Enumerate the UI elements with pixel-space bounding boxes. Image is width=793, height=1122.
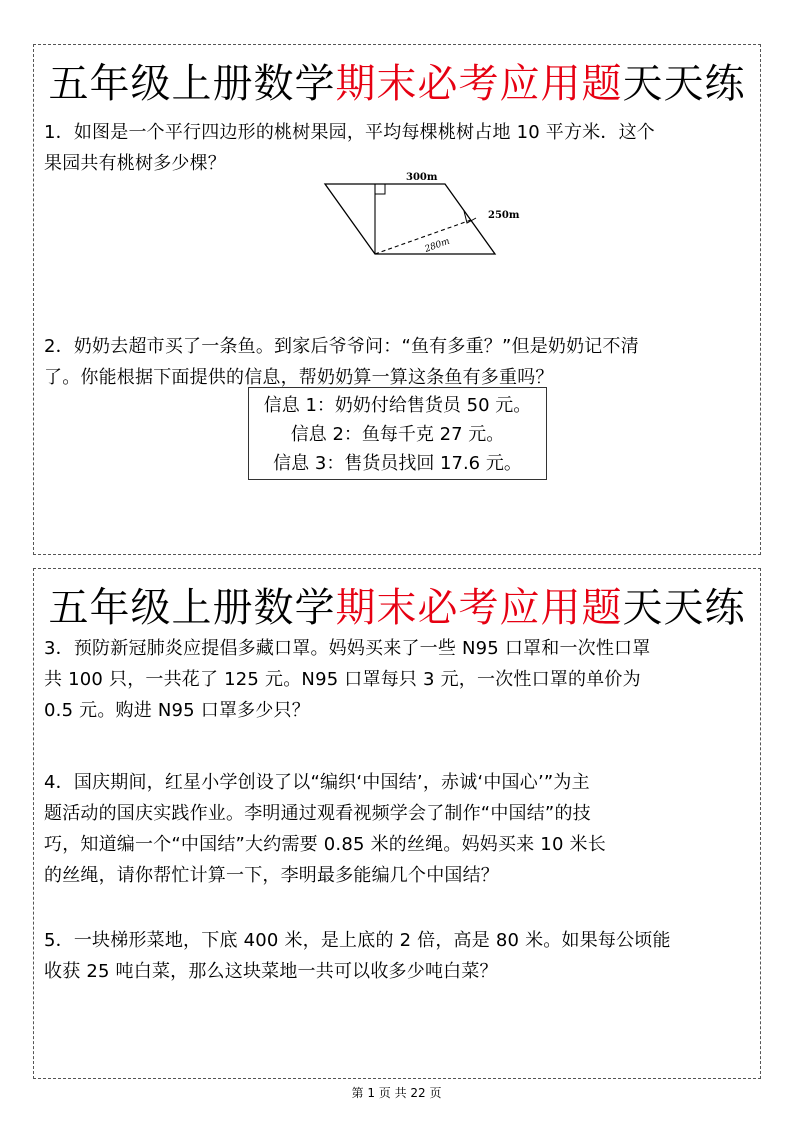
label-top: 300m xyxy=(406,172,438,183)
info-line: 信息 3：售货员找回 17.6 元。 xyxy=(273,453,522,474)
question-1: 1．如图是一个平行四边形的桃树果园，平均每棵桃树占地 10 平方米．这个 果园共有桃树多少棵？ xyxy=(44,122,655,174)
page-footer: 第 1 页 共 22 页 xyxy=(351,1086,442,1100)
parallelogram-figure xyxy=(314,170,520,260)
diagonal-height-line xyxy=(375,220,471,254)
worksheet-title: 五年级上册数学期末必考应用题天天练 xyxy=(48,61,746,107)
info-line: 信息 2：鱼每千克 27 元。 xyxy=(290,424,505,445)
info-line: 信息 1：奶奶付给售货员 50 元。 xyxy=(263,395,532,416)
title-highlight: 期末必考应用题 xyxy=(335,585,623,631)
info-box xyxy=(248,387,547,480)
question-5: 5．一块梯形菜地，下底 400 米，是上底的 2 倍，高是 80 米。如果每公顷能 收获 25 吨白菜，那么这块菜地一共可以收多少吨白菜？ xyxy=(44,930,671,982)
worksheet-card-1 xyxy=(33,44,761,555)
worksheet-title: 五年级上册数学期末必考应用题天天练 xyxy=(48,585,746,631)
worksheet-card-2 xyxy=(33,568,761,1079)
title-highlight: 期末必考应用题 xyxy=(335,61,623,107)
parallelogram-shape xyxy=(325,184,495,254)
label-diagonal: 280m xyxy=(423,236,452,255)
right-angle-mark-top xyxy=(375,184,385,194)
question-3: 3．预防新冠肺炎应提倡多藏口罩。妈妈买来了一些 N95 口罩和一次性口罩 共 100 只，一共花了 125 元。N95 口罩每只 3 元，一次性口罩的单价为 0.5 元。购进 N95 口罩多少只？ xyxy=(44,638,651,721)
question-4: 4．国庆期间，红星小学创设了以“编织‘中国结’，赤诚‘中国心’”为主 题活动的国庆实践作业。李明通过观看视频学会了制作“中国结”的技 巧，知道编一个“中国结”大约需要 0.85 米的丝绳。妈妈买来 10 米长 的丝绳，请你帮忙计算一下，李明最多能编几个中国结？ xyxy=(44,772,606,886)
question-2: 2．奶奶去超市买了一条鱼。到家后爷爷问：“鱼有多重？”但是奶奶记不清 了。你能根据下面提供的信息，帮奶奶算一算这条鱼有多重吗？ xyxy=(44,336,639,388)
label-side: 250m xyxy=(488,210,520,221)
